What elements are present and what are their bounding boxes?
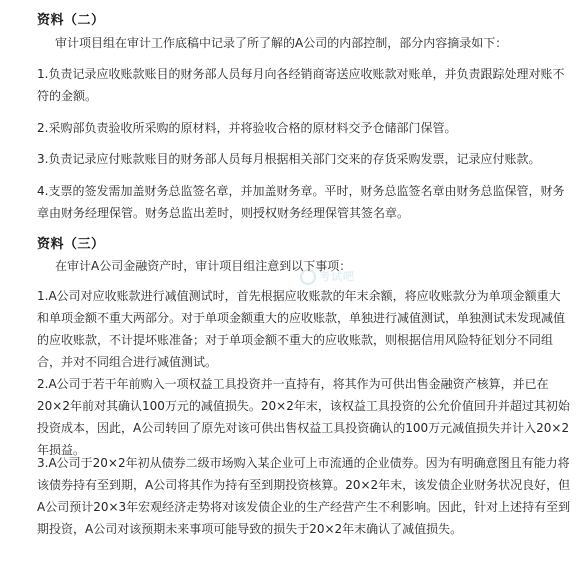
watermark-text: 考试吧	[319, 270, 355, 283]
section3-heading: 资料（三）	[37, 237, 105, 252]
section2-intro: 审计项目组在审计工作底稿中记录了所了解的A公司的内部控制，部分内容摘录如下：	[55, 36, 508, 50]
section2-item-4: 4.支票的签发需加盖财务总监签名章，并加盖财务章。平时，财务总监签名章由财务总监保管，财务章由财务经理保管。财务总监出差时，则授权财务经理保管其签名章。	[37, 184, 565, 220]
section2-item-1: 1.负责记录应收账款账目的财务部人员每月向各经销商寄送应收账款对账单，并负责跟踪处理对账不符的金额。	[37, 67, 565, 103]
section2-item-3: 3.负责记录应付账款账目的财务部人员每月根据相关部门交来的存货采购发票，记录应付账款。	[37, 152, 541, 166]
section3-item-1: 1.A公司对应收账款进行减值测试时，首先根据应收账款的年末余额，将应收账款分为单项金额重大和单项金额不重大两部分。对于单项金额重大的应收账款，单独进行减值测试，单独测试未发现减值的应收账款，不计提坏账准备；对于单项金额不重大的应收账款，则根据信用风险特征划分不同组合，并对不同组合进行减值测试。	[37, 289, 566, 369]
section3-intro: 在审计A公司金融资产时，审计项目组注意到以下事项：	[55, 259, 352, 273]
section2-heading: 资料（二）	[37, 13, 105, 28]
section3-item-3: 3.A公司于20×2年初从债券二级市场购入某企业可上市流通的企业债券。因为有明确意图且有能力将该债券持有至到期，A公司将其作为持有至到期投资核算。20×2年末，该发债企业财务状况良好，但A公司预计20×3年宏观经济走势将对该发债企业的生产经营产生不利影响。因此，针对上述持有至到期投资，A公司对该预期未来事项可能导致的损失于20×2年末确认了减值损失。	[37, 456, 571, 536]
section3-item-2: 2.A公司于若干年前购入一项权益工具投资并一直持有，将其作为可供出售金融资产核算，并已在20×2年前对其确认100万元的减值损失。20×2年末，该权益工具投资的公允价值回升并超过其初始投资成本，因此，A公司转回了原先对该可供出售权益工具投资确认的100万元减值损失并计入20×2年损益。	[37, 377, 570, 457]
section2-item-2: 2.采购部负责验收所采购的原材料，并将验收合格的原材料交予仓储部门保管。	[37, 121, 457, 135]
